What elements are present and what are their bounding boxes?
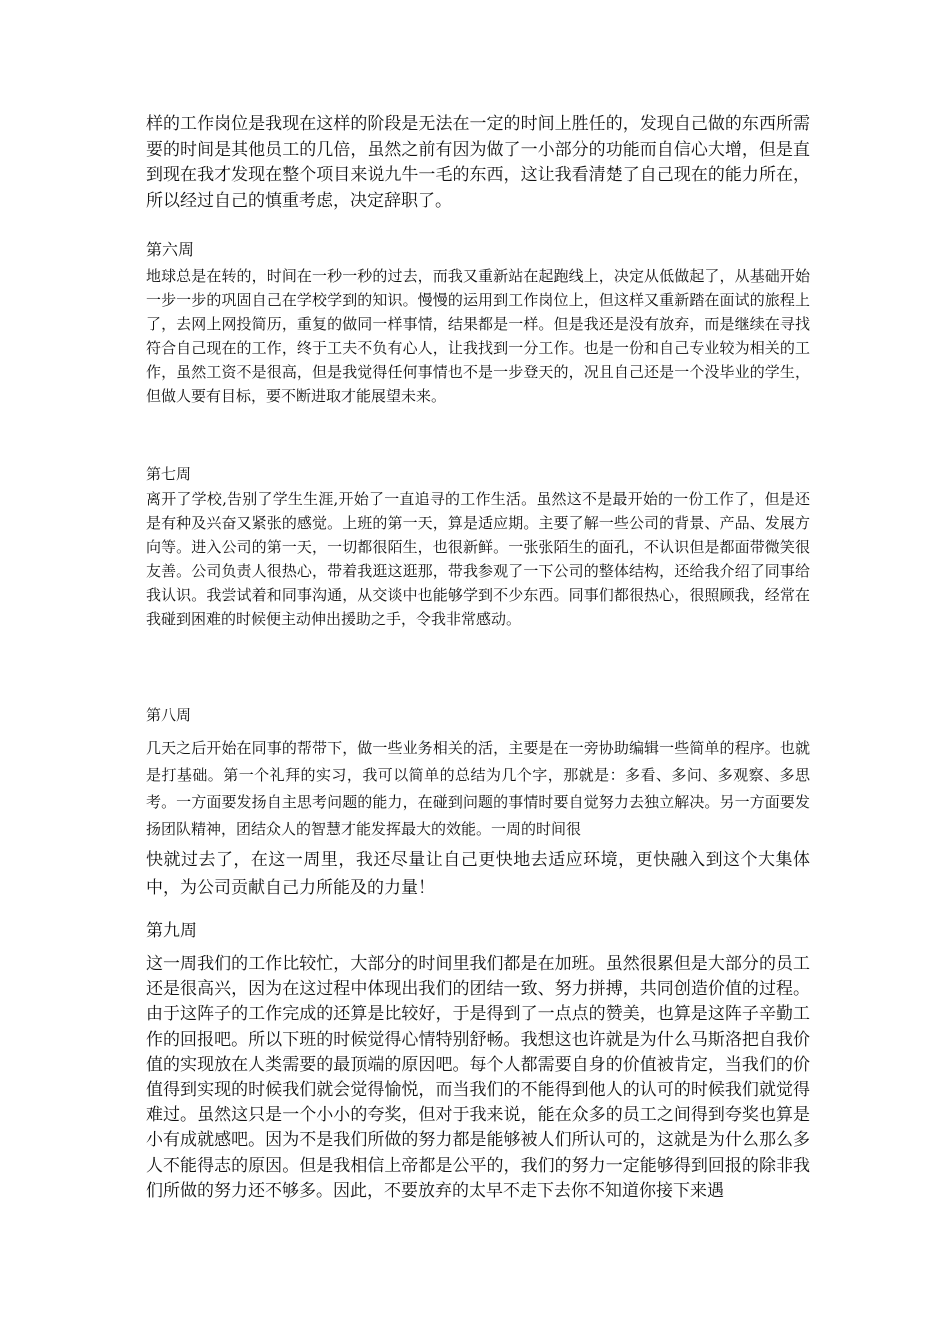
week7-paragraph: 离开了学校,告别了学生生涯,开始了一直追寻的工作生活。虽然这不是最开始的一份工作了，但是还是有种及兴奋又紧张的感觉。上班的第一天，算是适应期。主要了解一些公司的背景、产品、发展方向等。进入公司的第一天，一切都很陌生，也很新鲜。一张张陌生的面孔，不认识但是都面带微笑很友善。公司负责人很热心，带着我逛这逛那，带我参观了一下公司的整体结构，还给我介绍了同事给我认识。我尝试着和同事沟通，从交谈中也能够学到不少东西。同事们都很热心，很照顾我，经常在我碰到困难的时候便主动伸出援助之手，令我非常感动。 xyxy=(146,490,810,628)
week6-heading: 第六周 xyxy=(146,240,195,259)
intro-continued-paragraph: 样的工作岗位是我现在这样的阶段是无法在一定的时间上胜任的，发现自己做的东西所需要的时间是其他员工的几倍，虽然之前有因为做了一小部分的功能而自信心大增，但是直到现在我才发现在整个项目来说九牛一毛的东西，这让我看清楚了自己现在的能力所在，所以经过自己的慎重考虑，决定辞职了。 xyxy=(146,114,810,211)
week7-heading: 第七周 xyxy=(146,465,192,483)
week9-heading: 第九周 xyxy=(146,921,197,941)
week8-paragraph-part1: 几天之后开始在同事的帮带下，做一些业务相关的活，主要是在一旁协助编辑一些简单的程序。也就是打基础。第一个礼拜的实习，我可以简单的总结为几个字，那就是：多看、多问、多观察、多思考。一方面要发扬自主思考问题的能力，在碰到问题的事情时要自觉努力去独立解决。另一方面要发扬团队精神，团结众人的智慧才能发挥最大的效能。一周的时间很 xyxy=(146,739,810,838)
week8-heading: 第八周 xyxy=(146,706,192,724)
week9-paragraph: 这一周我们的工作比较忙，大部分的时间里我们都是在加班。虽然很累但是大部分的员工还是很高兴，因为在这过程中体现出我们的团结一致、努力拼搏，共同创造价值的过程。由于这阵子的工作完成的还算是比较好，于是得到了一点点的赞美，也算是这阵子辛勤工作的回报吧。所以下班的时候觉得心情特别舒畅。我想这也许就是为什么马斯洛把自我价值的实现放在人类需要的最顶端的原因吧。每个人都需要自身的价值被肯定，当我们的价值得到实现的时候我们就会觉得愉悦，而当我们的不能得到他人的认可的时候我们就觉得难过。虽然这只是一个小小的夸奖，但对于我来说，能在众多的员工之间得到夸奖也算是小有成就感吧。因为不是我们所做的努力都是能够被人们所认可的，这就是为什么那么多人不能得志的原因。但是我相信上帝都是公平的，我们的努力一定能够得到回报的除非我们所做的努力还不够多。因此，不要放弃的太早不走下去你不知道你接下来遇 xyxy=(146,954,810,1201)
week6-paragraph: 地球总是在转的，时间在一秒一秒的过去，而我又重新站在起跑线上，决定从低做起了，从基础开始一步一步的巩固自己在学校学到的知识。慢慢的运用到工作岗位上，但这样又重新踏在面试的旅程上了，去网上网投简历，重复的做同一样事情，结果都是一样。但是我还是没有放弃，而是继续在寻找符合自己现在的工作，终于工夫不负有心人，让我找到一分工作。也是一份和自己专业较为相关的工作，虽然工资不是很高，但是我觉得任何事情也不是一步登天的，况且自己还是一个没毕业的学生，但做人要有目标，要不断进取才能展望未来。 xyxy=(146,267,810,405)
week8-paragraph-part2: 快就过去了，在这一周里，我还尽量让自己更快地去适应环境，更快融入到这个大集体中，为公司贡献自己力所能及的力量！ xyxy=(146,850,810,898)
